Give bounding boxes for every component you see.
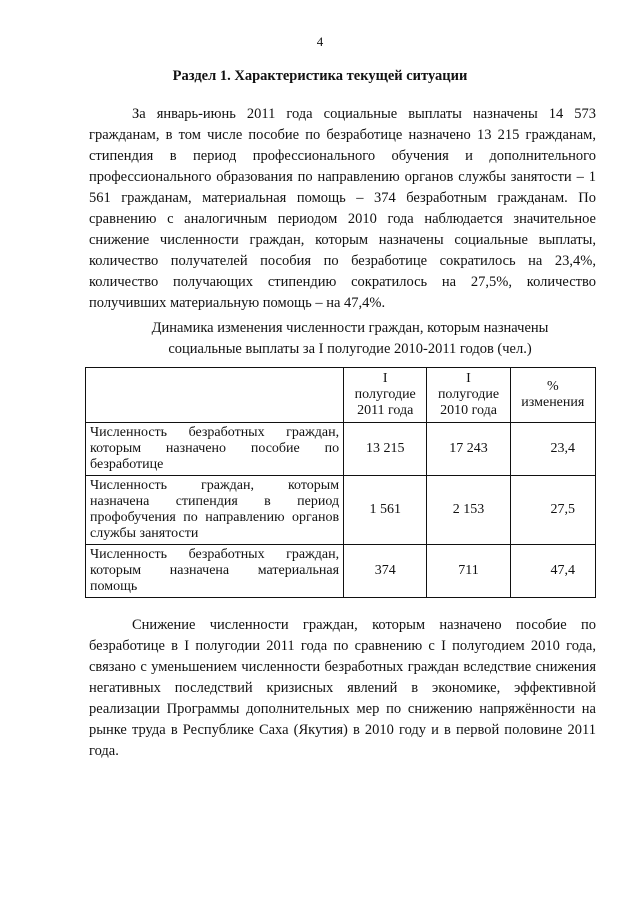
header-pct-line-1: % [546,379,559,394]
table-caption-line-1: Динамика изменения численности граждан, которым назначены [151,320,549,336]
header-2010-line-1: I [466,371,471,386]
value-pct-change: 23,4 [510,423,595,476]
header-pct-change [510,368,595,423]
table-header-row [86,368,596,423]
intro-paragraph: За январь-июнь 2011 года социальные выплаты назначены 14 573 гражданам, в том числе пособие по безработице назначено 13 215 гражданам, стипендия в период профессионального обучения и дополнительного профессионального образования по направлению органов службы занятости – 1 561 гражданам, материальная помощь – 374 безработным гражданам. По сравнению с аналогичным периодом 2010 года наблюдается значительное снижение численности граждан, которым назначены социальные выплаты, количество получателей пособия по безработице сократилось на 23,4%, количество получающих стипендию сократилось на 27,5%, количество получивших материальную помощь – на 47,4%. [89,106,596,311]
table-row [86,476,596,545]
table-caption [110,318,590,360]
value-2010: 711 [427,545,510,598]
conclusion-paragraph: Снижение численности граждан, которым назначено пособие по безработице в I полугодии 2011 года по сравнению с I полугодием 2010 года, связано с уменьшением численности безработных граждан вследствие снижения негативных последствий кризисных явлений в экономике, эффективной реализации Программы дополнительных мер по снижению напряжённости на рынке труда в Республике Саха (Якутия) в 2010 году и в первой половине 2011 года. [89,617,596,759]
table-caption-line-2: социальные выплаты за I полугодие 2010-2011 годов (чел.) [168,341,532,357]
row-label: Численность граждан, которым назначена стипендия в период профобучения по направлению органов службы занятости [86,476,344,545]
table-row [86,423,596,476]
header-2011-line-2: полугодие [354,387,416,402]
statistics-table [85,367,596,598]
header-2011 [344,368,427,423]
value-2010: 17 243 [427,423,510,476]
header-2010-line-3: 2010 года [440,403,497,418]
table-row [86,545,596,598]
header-pct-line-2: изменения [521,395,585,410]
value-pct-change: 47,4 [510,545,595,598]
header-2011-line-1: I [382,371,388,386]
header-2010-line-2: полугодие [437,387,500,402]
header-2010 [427,368,510,423]
value-2011: 374 [344,545,427,598]
header-2011-line-3: 2011 года [357,403,414,418]
value-2010: 2 153 [427,476,510,545]
value-pct-change: 27,5 [510,476,595,545]
value-2011: 1 561 [344,476,427,545]
row-label: Численность безработных граждан, которым назначена материальная помощь [86,545,344,598]
header-empty-cell [86,368,344,423]
section-heading: Раздел 1. Характеристика текущей ситуации [172,68,468,84]
row-label: Численность безработных граждан, которым назначено пособие по безработице [86,423,344,476]
value-2011: 13 215 [344,423,427,476]
page-number: 4 [316,34,324,49]
